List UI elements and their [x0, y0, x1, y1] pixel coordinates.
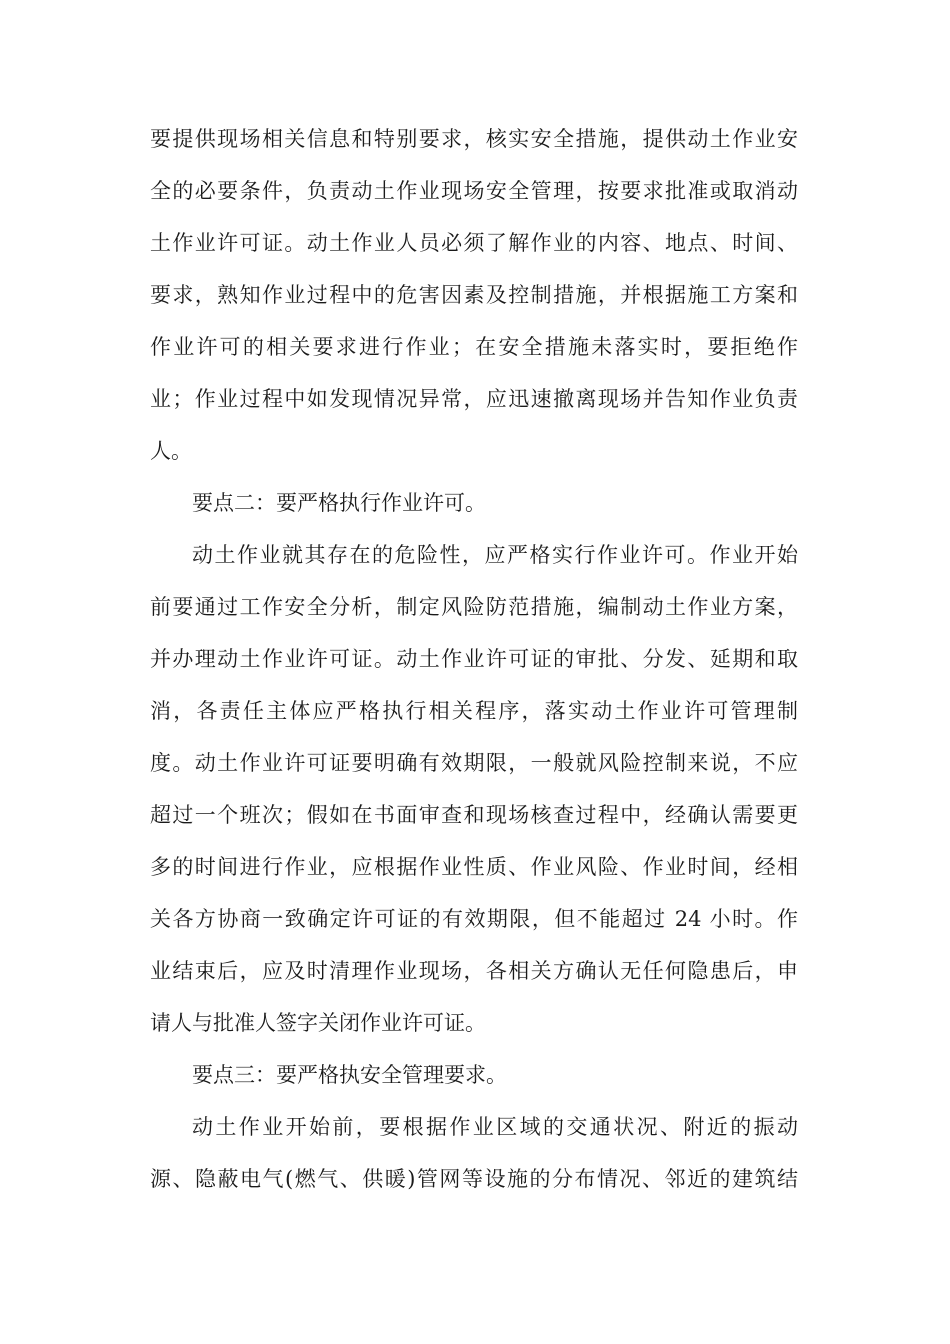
text-line: 消，各责任主体应严格执行相关程序，落实动土作业许可管理制 — [150, 699, 798, 723]
text-line: 度。动土作业许可证要明确有效期限，一般就风险控制来说，不应 — [150, 751, 798, 775]
text-line: 业结束后，应及时清理作业现场，各相关方确认无任何隐患后，申 — [150, 959, 798, 983]
text-line: 业；作业过程中如发现情况异常，应迅速撤离现场并告知作业负责 — [150, 387, 798, 411]
text-line: 关各方协商一致确定许可证的有效期限，但不能超过 24 小时。作 — [150, 907, 798, 931]
text-line: 并办理动土作业许可证。动土作业许可证的审批、分发、延期和取 — [150, 647, 798, 671]
text-line: 多的时间进行作业，应根据作业性质、作业风险、作业时间，经相 — [150, 855, 798, 879]
text-line: 土作业许可证。动土作业人员必须了解作业的内容、地点、时间、 — [150, 231, 798, 255]
text-line: 前要通过工作安全分析，制定风险防范措施，编制动土作业方案， — [150, 595, 798, 619]
text-line: 要求，熟知作业过程中的危害因素及控制措施，并根据施工方案和 — [150, 283, 798, 307]
text-line: 动土作业就其存在的危险性，应严格实行作业许可。作业开始 — [192, 543, 798, 567]
section-heading-point-two: 要点二：要严格执行作业许可。 — [192, 491, 486, 515]
text-line: 全的必要条件，负责动土作业现场安全管理，按要求批准或取消动 — [150, 179, 798, 203]
text-line: 人。 — [150, 439, 192, 463]
text-line: 动土作业开始前，要根据作业区域的交通状况、附近的振动 — [192, 1115, 798, 1139]
text-line: 源、隐蔽电气(燃气、供暖)管网等设施的分布情况、邻近的建筑结 — [150, 1167, 798, 1191]
text-line: 请人与批准人签字关闭作业许可证。 — [150, 1011, 486, 1035]
section-heading-point-three: 要点三：要严格执安全管理要求。 — [192, 1063, 507, 1087]
text-line: 作业许可的相关要求进行作业；在安全措施未落实时，要拒绝作 — [150, 335, 798, 359]
body-text — [150, 113, 798, 1205]
text-line: 要提供现场相关信息和特别要求，核实安全措施，提供动土作业安 — [150, 127, 798, 151]
text-line: 超过一个班次；假如在书面审查和现场核查过程中，经确认需要更 — [150, 803, 798, 827]
